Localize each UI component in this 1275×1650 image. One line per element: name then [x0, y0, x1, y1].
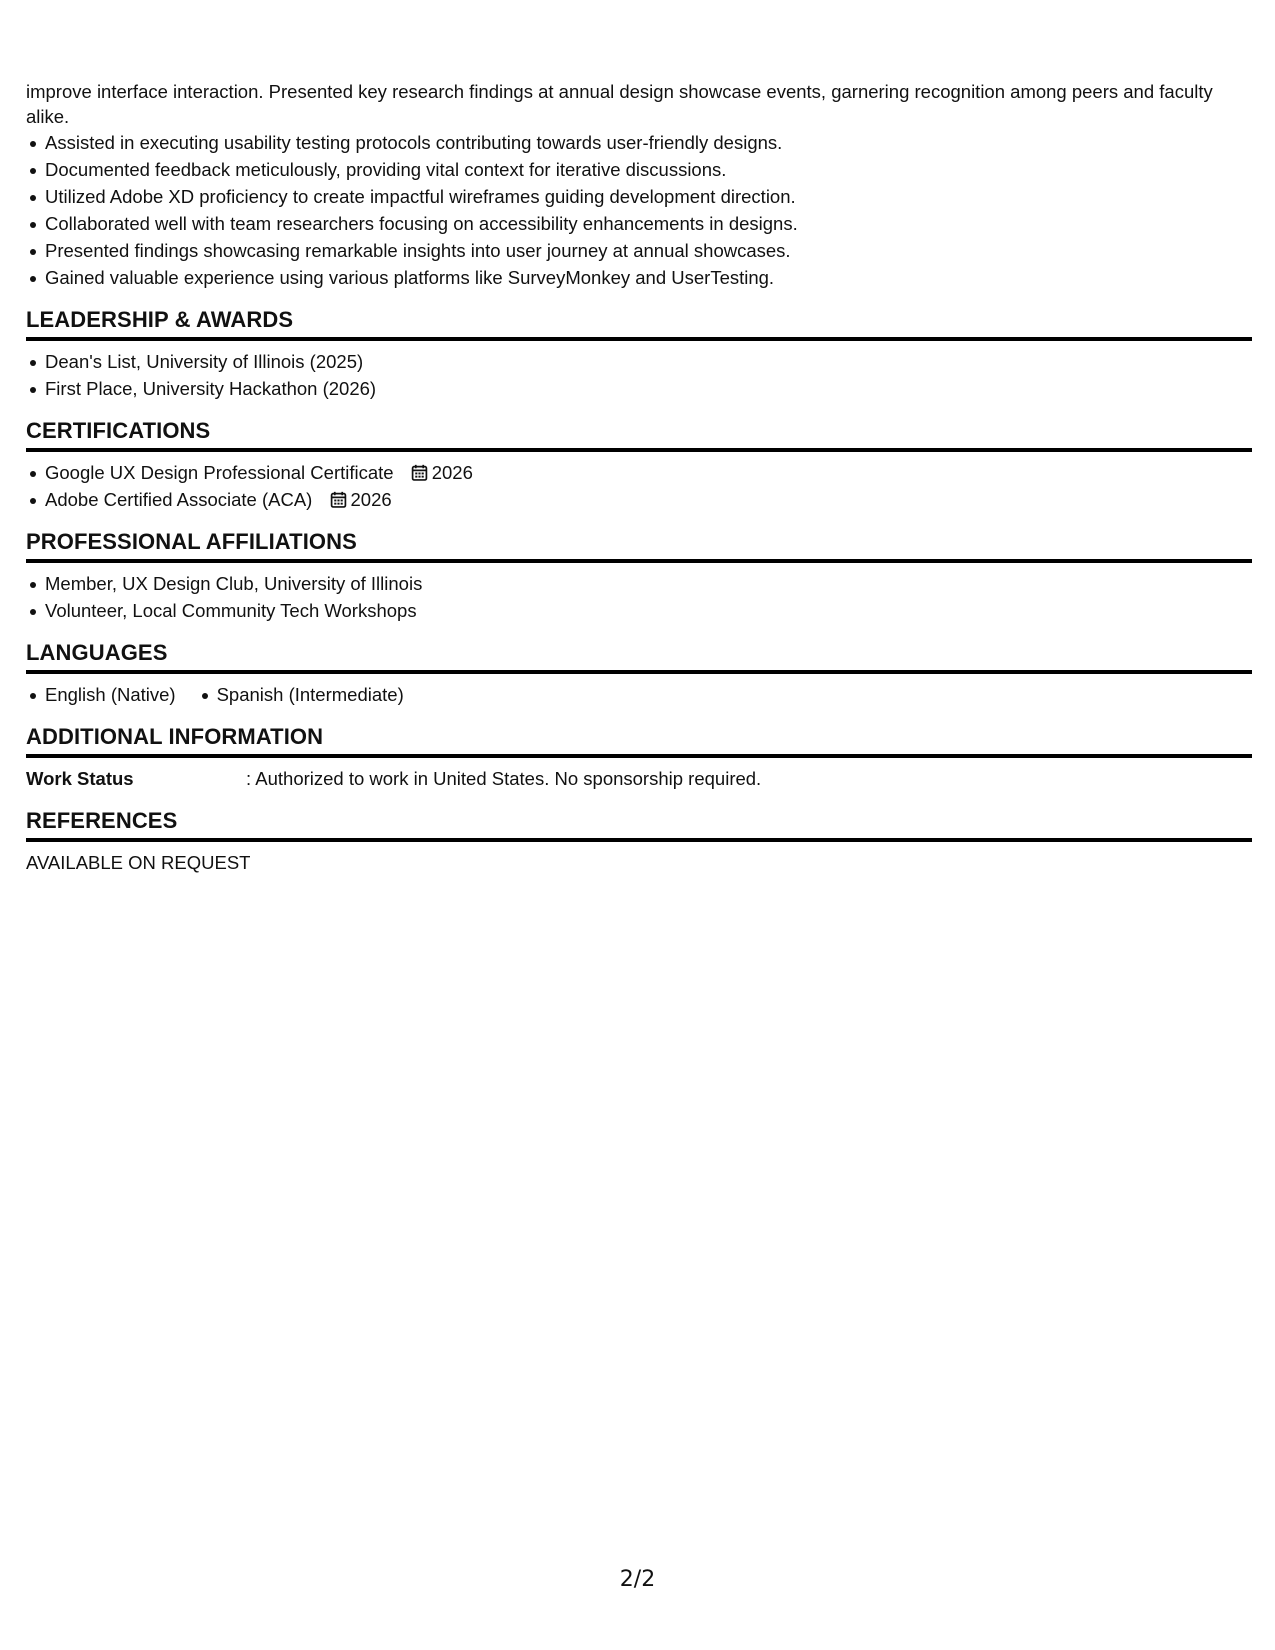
section-heading: ADDITIONAL INFORMATION — [26, 724, 1252, 758]
languages-list — [26, 681, 1252, 708]
list-item: Spanish (Intermediate) — [198, 681, 404, 708]
list-item: English (Native) — [26, 681, 176, 708]
work-status-label: Work Status — [26, 768, 134, 789]
list-item: Collaborated well with team researchers focusing on accessibility enhancements in designs. — [26, 210, 1252, 237]
certification-year: 2026 — [431, 462, 473, 483]
work-status-row — [26, 765, 1252, 792]
additional-info-section — [26, 724, 1252, 792]
affiliations-list — [26, 570, 1252, 624]
list-item: Assisted in executing usability testing protocols contributing towards user-friendly designs. — [26, 129, 1252, 156]
list-item: Utilized Adobe XD proficiency to create impactful wireframes guiding development direction. — [26, 183, 1252, 210]
calendar-icon — [411, 464, 428, 481]
affiliations-section — [26, 529, 1252, 624]
certification-name: Adobe Certified Associate (ACA) — [45, 489, 313, 510]
list-item: Dean's List, University of Illinois (2025) — [26, 348, 1252, 375]
section-heading: LEADERSHIP & AWARDS — [26, 307, 1252, 341]
calendar-icon — [330, 491, 347, 508]
section-heading: CERTIFICATIONS — [26, 418, 1252, 452]
experience-description: improve interface interaction. Presented key research findings at annual design showcase events, garnering recognition among peers and faculty alike. — [26, 81, 1213, 127]
section-heading: REFERENCES — [26, 808, 1252, 842]
section-heading: LANGUAGES — [26, 640, 1252, 674]
languages-section — [26, 640, 1252, 708]
section-heading: PROFESSIONAL AFFILIATIONS — [26, 529, 1252, 563]
list-item: Gained valuable experience using various platforms like SurveyMonkey and UserTesting. — [26, 264, 1252, 291]
list-item: Member, UX Design Club, University of Illinois — [26, 570, 1252, 597]
references-text: AVAILABLE ON REQUEST — [26, 852, 251, 873]
list-item: Volunteer, Local Community Tech Workshops — [26, 597, 1252, 624]
references-section — [26, 808, 1252, 876]
leadership-list — [26, 348, 1252, 402]
list-item — [26, 459, 1252, 486]
work-status-value: : Authorized to work in United States. No sponsorship required. — [246, 768, 762, 789]
resume-page — [26, 79, 1252, 876]
page-number: 2/2 — [619, 1567, 656, 1592]
list-item: Presented findings showcasing remarkable insights into user journey at annual showcases. — [26, 237, 1252, 264]
list-item — [26, 486, 1252, 513]
list-item: Documented feedback meticulously, providing vital context for iterative discussions. — [26, 156, 1252, 183]
list-item: First Place, University Hackathon (2026) — [26, 375, 1252, 402]
certifications-list — [26, 459, 1252, 513]
certifications-section — [26, 418, 1252, 513]
certification-year: 2026 — [350, 489, 392, 510]
leadership-section — [26, 307, 1252, 402]
experience-bullet-list — [26, 129, 1252, 291]
certification-name: Google UX Design Professional Certificate — [45, 462, 394, 483]
